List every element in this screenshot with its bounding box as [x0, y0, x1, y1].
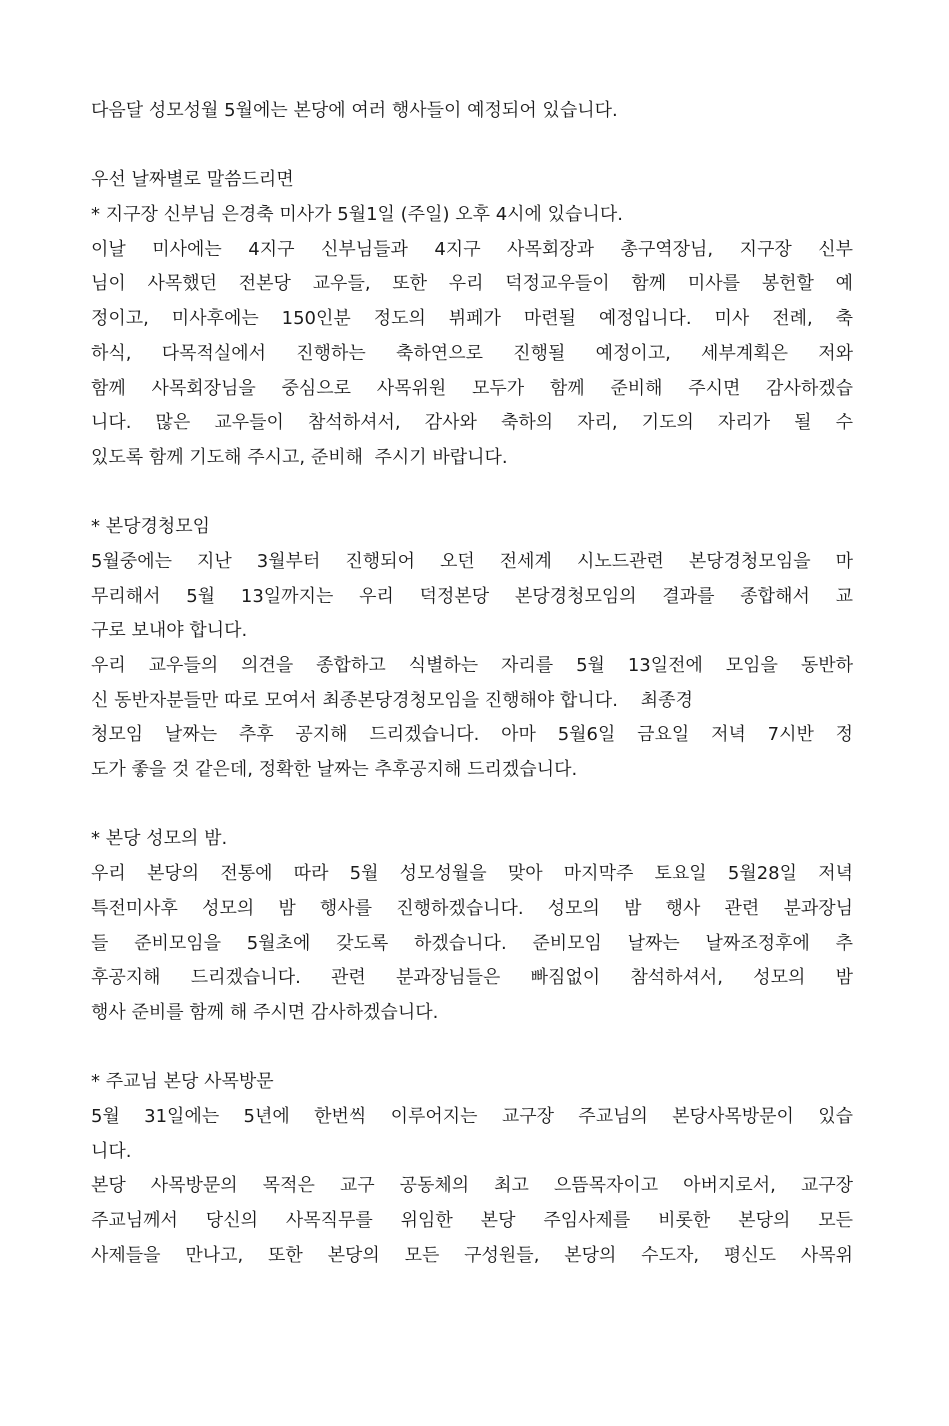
- text-line: 주교님께서 당신의 사목직무를 위임한 본당 주임사제를 비롯한 본당의 모든: [91, 1210, 853, 1231]
- text-line: 구로 보내야 합니다.: [91, 620, 248, 642]
- section-heading: * 지구장 신부님 은경축 미사가 5월1일 (주일) 오후 4시에 있습니다.: [91, 204, 623, 226]
- text-line: 후공지해 드리겠습니다. 관련 분과장님들은 빠짐없이 참석하셔서, 성모의 밤: [91, 967, 853, 989]
- text-line: 님이 사목했던 전본당 교우들, 또한 우리 덕정교우들이 함께 미사를 봉헌할 예: [91, 273, 853, 295]
- text-line: 니다.: [91, 1140, 132, 1162]
- text-line: 하식, 다목적실에서 진행하는 축하연으로 진행될 예정이고, 세부계획은 저와: [91, 342, 853, 364]
- text-line: 특전미사후 성모의 밤 행사를 진행하겠습니다. 성모의 밤 행사 관련 분과장님: [91, 897, 853, 919]
- text-line: 정이고, 미사후에는 150인분 정도의 뷔페가 마련될 예정입니다. 미사 전례, 축: [91, 308, 853, 330]
- text-line: 들 준비모임을 5월초에 갖도록 하겠습니다. 준비모임 날짜는 날짜조정후에 추: [91, 932, 853, 954]
- document-body: [91, 94, 853, 1273]
- text-line: 5월중에는 지난 3월부터 진행되어 오던 전세계 시노드관련 본당경청모임을 마: [91, 550, 853, 572]
- text-line: 5월 31일에는 5년에 한번씩 이루어지는 교구장 주교님의 본당사목방문이 있습: [91, 1105, 853, 1127]
- text-line: 무리해서 5월 13일까지는 우리 덕정본당 본당경청모임의 결과를 종합해서 교: [91, 585, 853, 607]
- section-heading: * 주교님 본당 사목방문: [91, 1071, 274, 1093]
- paragraph-gap: [91, 129, 853, 164]
- text-line: 신 동반자분들만 따로 모여서 최종본당경청모임을 진행해야 합니다. 최종경: [91, 689, 693, 711]
- text-line: 우리 본당의 전통에 따라 5월 성모성월을 맞아 마지막주 토요일 5월28일 저녁: [91, 863, 853, 885]
- text-line: 본당 사목방문의 목적은 교구 공동체의 최고 으뜸목자이고 아버지로서, 교구장: [91, 1175, 853, 1197]
- section-heading: * 본당경청모임: [91, 516, 211, 538]
- text-line: 청모임 날짜는 추후 공지해 드리겠습니다. 아마 5월6일 금요일 저녁 7시반 정: [91, 724, 853, 746]
- text-line: 니다. 많은 교우들이 참석하셔서, 감사와 축하의 자리, 기도의 자리가 될 수: [91, 412, 853, 434]
- text-line: 우리 교우들의 의견을 종합하고 식별하는 자리를 5월 13일전에 모임을 동반하: [91, 655, 853, 676]
- text-line: 도가 좋을 것 같은데, 정확한 날짜는 추후공지해 드리겠습니다.: [91, 759, 578, 781]
- text-line: 이날 미사에는 4지구 신부님들과 4지구 사목회장과 총구역장님, 지구장 신부: [91, 238, 853, 260]
- text-line: 있도록 함께 기도해 주시고, 준비해 주시기 바랍니다.: [91, 446, 508, 468]
- text-line: 함께 사목회장님을 중심으로 사목위원 모두가 함께 준비해 주시면 감사하겠습: [91, 377, 853, 399]
- section-heading: * 본당 성모의 밤.: [91, 828, 228, 850]
- text-line: 사제들을 만나고, 또한 본당의 모든 구성원들, 본당의 수도자, 평신도 사목위: [91, 1244, 853, 1266]
- paragraph-gap: [91, 788, 853, 823]
- text-line: 우선 날짜별로 말씀드리면: [91, 169, 294, 191]
- text-line: 행사 준비를 함께 해 주시면 감사하겠습니다.: [91, 1001, 439, 1023]
- paragraph-gap: [91, 1031, 853, 1066]
- text-line: 다음달 성모성월 5월에는 본당에 여러 행사들이 예정되어 있습니다.: [91, 100, 618, 121]
- paragraph-gap: [91, 476, 853, 511]
